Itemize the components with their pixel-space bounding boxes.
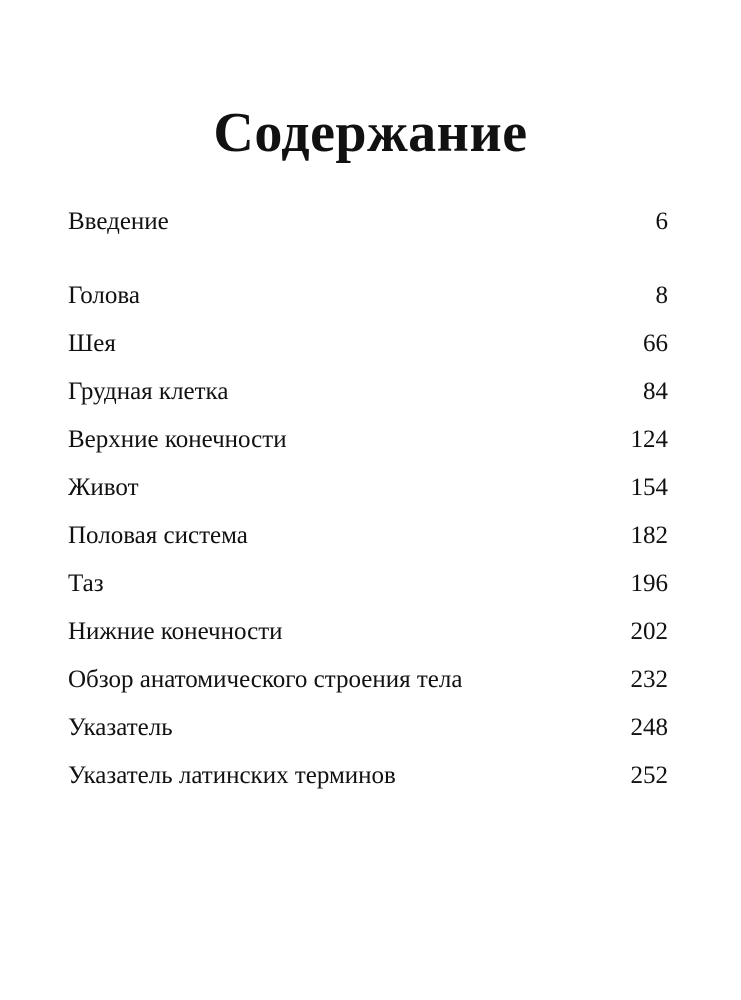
toc-entry-page-number: 252 — [630, 762, 668, 789]
table-of-contents — [68, 202, 668, 804]
toc-entry-head[interactable] — [68, 276, 668, 324]
toc-entry-title: Половая система — [68, 522, 248, 549]
toc-entry-pelvis[interactable] — [68, 564, 668, 612]
toc-entry-page-number: 232 — [630, 666, 668, 693]
toc-entry-lower-limbs[interactable] — [68, 612, 668, 660]
toc-entry-abdomen[interactable] — [68, 468, 668, 516]
toc-entry-title: Верхние конечности — [68, 426, 287, 453]
toc-entry-page-number: 202 — [630, 618, 668, 645]
toc-entry-page-number: 248 — [630, 714, 668, 741]
toc-entry-title: Введение — [68, 208, 169, 235]
toc-entry-thorax[interactable] — [68, 372, 668, 420]
toc-entry-latin-index[interactable] — [68, 756, 668, 804]
toc-entry-reproductive-system[interactable] — [68, 516, 668, 564]
toc-entry-page-number: 6 — [655, 208, 668, 235]
toc-entry-title: Грудная клетка — [68, 378, 229, 405]
toc-entry-body-overview[interactable] — [68, 660, 668, 708]
toc-entry-page-number: 66 — [643, 330, 668, 357]
toc-entry-neck[interactable] — [68, 324, 668, 372]
toc-entry-introduction[interactable] — [68, 202, 668, 276]
toc-entry-title: Шея — [68, 330, 116, 357]
toc-entry-page-number: 182 — [630, 522, 668, 549]
toc-entry-title: Живот — [68, 474, 139, 501]
toc-entry-page-number: 196 — [630, 570, 668, 597]
toc-entry-upper-limbs[interactable] — [68, 420, 668, 468]
toc-entry-title: Обзор анатомического строения тела — [68, 666, 463, 693]
toc-entry-page-number: 8 — [655, 282, 668, 309]
toc-entry-title: Нижние конечности — [68, 618, 283, 645]
toc-entry-title: Указатель — [68, 714, 173, 741]
toc-entry-page-number: 84 — [643, 378, 668, 405]
toc-entry-title: Указатель латинских терминов — [68, 762, 396, 789]
page-title: Содержание — [213, 102, 528, 164]
toc-entry-index[interactable] — [68, 708, 668, 756]
toc-entry-title: Таз — [68, 570, 104, 597]
toc-entry-title: Голова — [68, 282, 140, 309]
toc-entry-page-number: 124 — [630, 426, 668, 453]
toc-entry-page-number: 154 — [630, 474, 668, 501]
